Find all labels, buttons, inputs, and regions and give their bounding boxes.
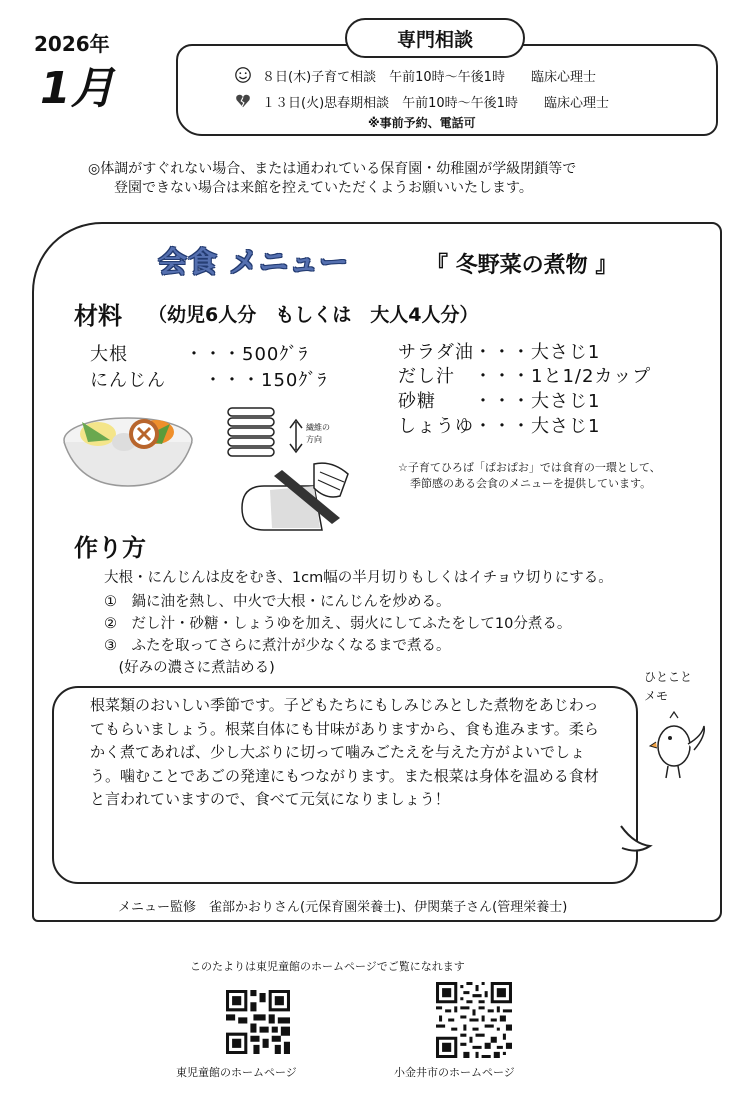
cutting-illustration (222, 400, 362, 552)
memo-label-1: ひとこと (644, 670, 693, 684)
month-label: 1月 (40, 63, 115, 114)
simmered-dish-illustration (58, 400, 198, 490)
qr-code-city[interactable] (436, 982, 512, 1058)
memo-label-2: メモ (644, 689, 669, 703)
bird-mascot-icon (648, 706, 710, 786)
memo-text: 根菜類のおいしい季節です。子どもたちにもしみじみとした煮物をあじわってもらいましょう。根菜自体にも甘味がありますから、食も進みます。柔らかく煮てあれば、少し大ぶりに切って噛みごたえを与えた方がよいでしょう。噛むことであごの発達にもつながります。また根菜は身体を温める食材と言われていますので、食べて元気になりましょう！ (90, 696, 599, 808)
consult-row-parenting: ８日(木)子育て相談 午前10時〜午後1時 臨床心理士 (262, 70, 596, 85)
ingredient-daikon: 大根 ・・・500ｸﾞﾗ (90, 344, 309, 365)
step-3-note: (好みの濃さに煮詰める) (104, 660, 275, 676)
ingredient-dashi: だし汁 ・・・1と1/2カップ (398, 366, 652, 387)
menu-credit: メニュー監修 雀部かおりさん(元保育園栄養士)、伊関葉子さん(管理栄養士) (118, 900, 568, 915)
notice (88, 160, 688, 198)
notice-line-1: ◎体調がすぐれない場合、または通われている保育園・幼稚園が学級閉鎖等で (88, 161, 577, 177)
step-3: ③ ふたを取ってさらに煮汁が少なくなるまで煮る。 (104, 638, 451, 654)
step-prep: 大根・にんじんは皮をむき、1cm幅の半月切りもしくはイチョウ切りにする。 (104, 570, 613, 586)
fiber-direction-label (306, 422, 330, 446)
fiber-label-2: 方向 (306, 435, 322, 444)
qr-code-children-hall[interactable] (226, 990, 290, 1054)
consult-title: 専門相談 (345, 18, 525, 58)
bubble-tail (620, 824, 660, 864)
ingredients-title: 材料 (74, 302, 122, 330)
dish-name: 『 冬野菜の煮物 』 (426, 253, 618, 278)
menu-title: 会食 メニュー (158, 245, 350, 279)
ingredient-sugar: 砂糖 ・・・大さじ1 (398, 391, 601, 412)
ingredient-oil: サラダ油・・・大さじ1 (398, 342, 601, 363)
step-1: ① 鍋に油を熱し、中火で大根・にんじんを炒める。 (104, 594, 451, 610)
smile-face-icon (234, 66, 252, 84)
ingredients-note: （幼児6人分 もしくは 大人4人分） (148, 304, 479, 326)
ingredient-carrot: にんじん ・・・150ｸﾞﾗ (90, 370, 328, 391)
broken-heart-icon (234, 92, 252, 110)
memo-label (644, 668, 692, 706)
method-title: 作り方 (74, 534, 146, 562)
notice-line-2: 登園できない場合は来館を控えていただくようお願いいたします。 (114, 180, 533, 196)
side-note-2: 季節感のある会食のメニューを提供しています。 (410, 477, 652, 490)
ingredient-soy-sauce: しょうゆ・・・大さじ1 (398, 416, 601, 437)
fiber-label-1: 繊維の (306, 423, 330, 432)
footer-text: このたよりは東児童館のホームページでご覧になれます (190, 960, 465, 973)
qr-label-children-hall: 東児童館のホームページ (176, 1066, 297, 1079)
consult-row-adolescence: １３日(火)思春期相談 午前10時〜午後1時 臨床心理士 (262, 96, 609, 111)
qr-label-city: 小金井市のホームページ (394, 1066, 515, 1079)
consult-note: ※事前予約、電話可 (368, 116, 476, 130)
side-note-1: ☆子育てひろば「ぱおぱお」では食育の一環として、 (398, 461, 661, 474)
year-label: 2026年 (34, 32, 110, 56)
step-2: ② だし汁・砂糖・しょうゆを加え、弱火にしてふたをして10分煮る。 (104, 616, 572, 632)
side-note (398, 460, 661, 492)
